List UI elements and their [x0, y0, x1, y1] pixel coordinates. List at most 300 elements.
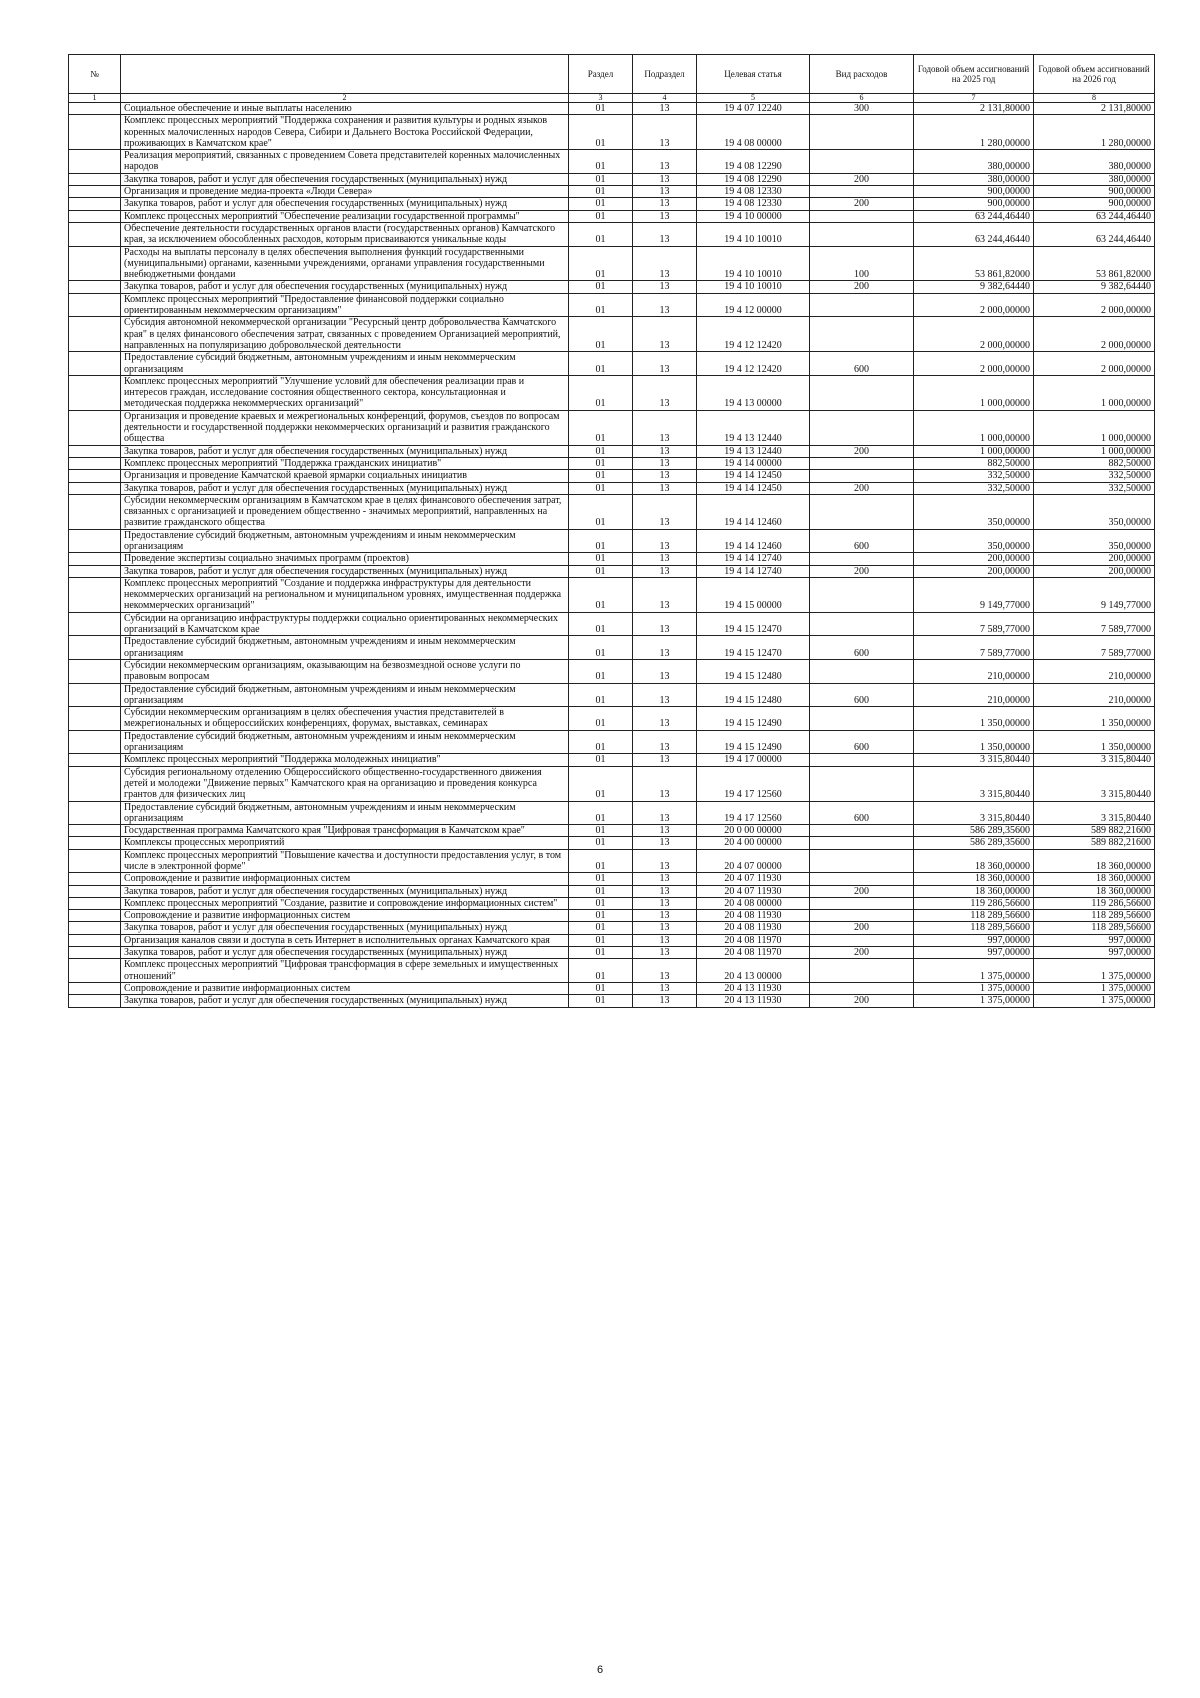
table-row: [69, 825, 1155, 837]
cell-amount-2026: 2 131,80000: [1034, 103, 1155, 115]
cell-target: 19 4 15 12490: [697, 730, 810, 754]
cell-target: 19 4 08 12330: [697, 186, 810, 198]
cell-section: 01: [569, 947, 633, 959]
cell-section: 01: [569, 636, 633, 660]
cell-name: Закупка товаров, работ и услуг для обеспечения государственных (муниципальных) нужд: [121, 198, 569, 210]
cell-expense-type: 200: [810, 173, 914, 185]
cell-name: Организация и проведение Камчатской краевой ярмарки социальных инициатив: [121, 470, 569, 482]
cell-target: 19 4 08 12290: [697, 173, 810, 185]
cell-name: Организация каналов связи и доступа в сеть Интернет в исполнительных органах Камчатского края: [121, 934, 569, 946]
table-row: [69, 636, 1155, 660]
cell-amount-2026: 2 000,00000: [1034, 293, 1155, 317]
cell-amount-2025: 3 315,80440: [914, 754, 1034, 766]
cell-name: Закупка товаров, работ и услуг для обеспечения государственных (муниципальных) нужд: [121, 482, 569, 494]
cell-no: [69, 150, 121, 174]
cell-name: Комплекс процессных мероприятий "Поддержка сохранения и развития культуры и родных языков коренных малочисленных народов Севера, Сибири и Дальнего Востока Российской Федерации, проживающих в Камчатском крае": [121, 115, 569, 150]
cell-name: Сопровождение и развитие информационных систем: [121, 910, 569, 922]
cell-name: Предоставление субсидий бюджетным, автономным учреждениям и иным некоммерческим организациям: [121, 636, 569, 660]
cell-target: 19 4 14 12740: [697, 565, 810, 577]
table-row: [69, 375, 1155, 410]
cell-amount-2026: 1 000,00000: [1034, 445, 1155, 457]
cell-section: 01: [569, 849, 633, 873]
cell-subsection: 13: [633, 482, 697, 494]
cell-target: 19 4 14 12460: [697, 494, 810, 529]
cell-amount-2026: 118 289,56600: [1034, 922, 1155, 934]
cell-no: [69, 849, 121, 873]
cell-amount-2026: 997,00000: [1034, 947, 1155, 959]
cell-subsection: 13: [633, 825, 697, 837]
column-number: 1: [69, 94, 121, 103]
cell-amount-2026: 200,00000: [1034, 565, 1155, 577]
cell-section: 01: [569, 683, 633, 707]
table-row: [69, 873, 1155, 885]
cell-name: Расходы на выплаты персоналу в целях обеспечения выполнения функций государственными (муниципальными) органами, казенными учреждениями, органами управления государственными внебюджетными фондами: [121, 246, 569, 281]
cell-name: Закупка товаров, работ и услуг для обеспечения государственных (муниципальных) нужд: [121, 885, 569, 897]
cell-amount-2025: 332,50000: [914, 470, 1034, 482]
table-row: [69, 707, 1155, 731]
cell-subsection: 13: [633, 766, 697, 801]
header-subsection: Подраздел: [633, 55, 697, 94]
cell-amount-2025: 18 360,00000: [914, 849, 1034, 873]
cell-amount-2026: 119 286,56600: [1034, 897, 1155, 909]
cell-target: 19 4 15 12480: [697, 659, 810, 683]
cell-target: 19 4 15 12470: [697, 612, 810, 636]
cell-target: 20 4 13 11930: [697, 982, 810, 994]
cell-expense-type: 600: [810, 636, 914, 660]
cell-amount-2026: 332,50000: [1034, 470, 1155, 482]
cell-amount-2025: 586 289,35600: [914, 837, 1034, 849]
cell-no: [69, 837, 121, 849]
cell-no: [69, 982, 121, 994]
cell-name: Субсидии на организацию инфраструктуры поддержки социально ориентированных некоммерческих организаций в Камчатском крае: [121, 612, 569, 636]
cell-subsection: 13: [633, 873, 697, 885]
cell-amount-2025: 1 375,00000: [914, 995, 1034, 1007]
cell-expense-type: [810, 754, 914, 766]
cell-subsection: 13: [633, 410, 697, 445]
table-row: [69, 173, 1155, 185]
cell-expense-type: [810, 457, 914, 469]
cell-section: 01: [569, 317, 633, 352]
cell-expense-type: 100: [810, 246, 914, 281]
cell-amount-2025: 210,00000: [914, 683, 1034, 707]
cell-section: 01: [569, 246, 633, 281]
cell-section: 01: [569, 730, 633, 754]
cell-amount-2025: 53 861,82000: [914, 246, 1034, 281]
cell-no: [69, 210, 121, 222]
cell-no: [69, 115, 121, 150]
cell-target: 19 4 12 12420: [697, 352, 810, 376]
cell-section: 01: [569, 995, 633, 1007]
cell-no: [69, 910, 121, 922]
table-row: [69, 186, 1155, 198]
cell-target: 19 4 08 00000: [697, 115, 810, 150]
cell-no: [69, 482, 121, 494]
cell-expense-type: [810, 553, 914, 565]
cell-amount-2025: 350,00000: [914, 529, 1034, 553]
cell-amount-2025: 18 360,00000: [914, 873, 1034, 885]
cell-section: 01: [569, 115, 633, 150]
cell-name: Комплекс процессных мероприятий "Предоставление финансовой поддержки социально ориентированным некоммерческим организациям": [121, 293, 569, 317]
cell-target: 19 4 13 12440: [697, 410, 810, 445]
cell-amount-2026: 589 882,21600: [1034, 837, 1155, 849]
cell-name: Предоставление субсидий бюджетным, автономным учреждениям и иным некоммерческим организациям: [121, 352, 569, 376]
cell-subsection: 13: [633, 683, 697, 707]
cell-expense-type: 600: [810, 730, 914, 754]
cell-amount-2026: 9 149,77000: [1034, 577, 1155, 612]
cell-section: 01: [569, 173, 633, 185]
table-row: [69, 683, 1155, 707]
cell-target: 20 4 13 00000: [697, 959, 810, 983]
header-2025: Годовой объем ассигнований на 2025 год: [914, 55, 1034, 94]
table-row: [69, 801, 1155, 825]
cell-expense-type: [810, 470, 914, 482]
cell-target: 19 4 17 12560: [697, 766, 810, 801]
table-row: [69, 659, 1155, 683]
cell-amount-2025: 7 589,77000: [914, 612, 1034, 636]
cell-no: [69, 198, 121, 210]
cell-target: 19 4 17 12560: [697, 801, 810, 825]
cell-amount-2025: 200,00000: [914, 553, 1034, 565]
table-row: [69, 470, 1155, 482]
cell-name: Организация и проведение краевых и межрегиональных конференций, форумов, съездов по вопросам деятельности и государственной поддержки некоммерческих организаций и развития гражданского общества: [121, 410, 569, 445]
column-number: 3: [569, 94, 633, 103]
cell-target: 19 4 13 12440: [697, 445, 810, 457]
cell-amount-2026: 200,00000: [1034, 553, 1155, 565]
cell-subsection: 13: [633, 494, 697, 529]
cell-name: Сопровождение и развитие информационных систем: [121, 873, 569, 885]
cell-name: Комплекс процессных мероприятий "Цифровая трансформация в сфере земельных и имущественных отношений": [121, 959, 569, 983]
cell-name: Предоставление субсидий бюджетным, автономным учреждениям и иным некоммерческим организациям: [121, 730, 569, 754]
cell-amount-2026: 18 360,00000: [1034, 873, 1155, 885]
cell-subsection: 13: [633, 959, 697, 983]
cell-name: Закупка товаров, работ и услуг для обеспечения государственных (муниципальных) нужд: [121, 173, 569, 185]
cell-amount-2025: 1 000,00000: [914, 445, 1034, 457]
cell-amount-2026: 210,00000: [1034, 659, 1155, 683]
cell-amount-2025: 18 360,00000: [914, 885, 1034, 897]
header-2026: Годовой объем ассигнований на 2026 год: [1034, 55, 1155, 94]
page-number: 6: [596, 1664, 604, 1676]
cell-expense-type: [810, 612, 914, 636]
cell-no: [69, 186, 121, 198]
cell-target: 19 4 17 00000: [697, 754, 810, 766]
cell-amount-2025: 350,00000: [914, 494, 1034, 529]
cell-name: Субсидии некоммерческим организациям в целях обеспечения участия представителей в межрегиональных и общероссийских конференциях, форумах, выставках, семинарах: [121, 707, 569, 731]
table-row: [69, 410, 1155, 445]
cell-amount-2025: 7 589,77000: [914, 636, 1034, 660]
cell-section: 01: [569, 352, 633, 376]
column-number: 4: [633, 94, 697, 103]
cell-section: 01: [569, 494, 633, 529]
cell-amount-2025: 63 244,46440: [914, 222, 1034, 246]
cell-amount-2026: 1 280,00000: [1034, 115, 1155, 150]
cell-expense-type: 200: [810, 995, 914, 1007]
cell-expense-type: 200: [810, 445, 914, 457]
cell-target: 19 4 10 10010: [697, 281, 810, 293]
cell-name: Организация и проведение медиа-проекта «Люди Севера»: [121, 186, 569, 198]
cell-target: 19 4 08 12290: [697, 150, 810, 174]
cell-section: 01: [569, 482, 633, 494]
table-row: [69, 934, 1155, 946]
cell-target: 19 4 14 12740: [697, 553, 810, 565]
cell-amount-2026: 1 350,00000: [1034, 707, 1155, 731]
cell-no: [69, 553, 121, 565]
table-row: [69, 150, 1155, 174]
cell-name: Закупка товаров, работ и услуг для обеспечения государственных (муниципальных) нужд: [121, 995, 569, 1007]
cell-section: 01: [569, 612, 633, 636]
cell-expense-type: [810, 115, 914, 150]
cell-amount-2026: 118 289,56600: [1034, 910, 1155, 922]
cell-subsection: 13: [633, 659, 697, 683]
cell-name: Предоставление субсидий бюджетным, автономным учреждениям и иным некоммерческим организациям: [121, 529, 569, 553]
cell-no: [69, 801, 121, 825]
cell-expense-type: [810, 707, 914, 731]
cell-expense-type: [810, 837, 914, 849]
table-row: [69, 849, 1155, 873]
cell-no: [69, 222, 121, 246]
cell-no: [69, 636, 121, 660]
cell-name: Закупка товаров, работ и услуг для обеспечения государственных (муниципальных) нужд: [121, 947, 569, 959]
cell-expense-type: [810, 959, 914, 983]
cell-name: Закупка товаров, работ и услуг для обеспечения государственных (муниципальных) нужд: [121, 922, 569, 934]
cell-no: [69, 565, 121, 577]
cell-amount-2025: 1 375,00000: [914, 959, 1034, 983]
cell-section: 01: [569, 825, 633, 837]
cell-name: Комплекс процессных мероприятий "Улучшение условий для обеспечения реализации прав и интересов граждан, исследование состояния общественного сектора, консультационная и методическая поддержка некоммерческих организаций": [121, 375, 569, 410]
cell-amount-2026: 18 360,00000: [1034, 849, 1155, 873]
table-row: [69, 910, 1155, 922]
header-name: [121, 55, 569, 94]
cell-section: 01: [569, 293, 633, 317]
cell-amount-2026: 3 315,80440: [1034, 766, 1155, 801]
cell-section: 01: [569, 659, 633, 683]
budget-table: [68, 54, 1155, 1008]
cell-no: [69, 766, 121, 801]
table-row: [69, 565, 1155, 577]
cell-subsection: 13: [633, 565, 697, 577]
cell-subsection: 13: [633, 246, 697, 281]
cell-subsection: 13: [633, 529, 697, 553]
cell-target: 20 4 07 11930: [697, 873, 810, 885]
cell-no: [69, 934, 121, 946]
cell-subsection: 13: [633, 730, 697, 754]
table-row: [69, 553, 1155, 565]
cell-name: Комплекс процессных мероприятий "Повышение качества и доступности предоставления услуг, в том числе в электронной форме": [121, 849, 569, 873]
table-row: [69, 482, 1155, 494]
column-number: 2: [121, 94, 569, 103]
cell-subsection: 13: [633, 103, 697, 115]
cell-section: 01: [569, 910, 633, 922]
cell-name: Комплекс процессных мероприятий "Обеспечение реализации государственной программы": [121, 210, 569, 222]
cell-subsection: 13: [633, 885, 697, 897]
cell-amount-2026: 997,00000: [1034, 934, 1155, 946]
cell-expense-type: [810, 375, 914, 410]
table-row: [69, 457, 1155, 469]
cell-expense-type: [810, 825, 914, 837]
header-section: Раздел: [569, 55, 633, 94]
table-row: [69, 494, 1155, 529]
cell-no: [69, 457, 121, 469]
cell-expense-type: [810, 849, 914, 873]
cell-subsection: 13: [633, 198, 697, 210]
cell-no: [69, 293, 121, 317]
cell-no: [69, 494, 121, 529]
cell-target: 20 4 08 11970: [697, 947, 810, 959]
cell-amount-2026: 589 882,21600: [1034, 825, 1155, 837]
cell-name: Закупка товаров, работ и услуг для обеспечения государственных (муниципальных) нужд: [121, 565, 569, 577]
table-body: [69, 103, 1155, 1008]
table-row: [69, 754, 1155, 766]
cell-amount-2026: 9 382,64440: [1034, 281, 1155, 293]
cell-section: 01: [569, 222, 633, 246]
cell-target: 19 4 08 12330: [697, 198, 810, 210]
cell-amount-2025: 3 315,80440: [914, 766, 1034, 801]
table-row: [69, 246, 1155, 281]
cell-section: 01: [569, 103, 633, 115]
cell-amount-2025: 9 382,64440: [914, 281, 1034, 293]
cell-subsection: 13: [633, 375, 697, 410]
table-row: [69, 577, 1155, 612]
cell-section: 01: [569, 801, 633, 825]
cell-target: 20 4 07 00000: [697, 849, 810, 873]
cell-target: 20 4 00 00000: [697, 837, 810, 849]
cell-amount-2025: 997,00000: [914, 934, 1034, 946]
cell-amount-2026: 3 315,80440: [1034, 754, 1155, 766]
cell-section: 01: [569, 885, 633, 897]
cell-subsection: 13: [633, 293, 697, 317]
cell-target: 19 4 12 12420: [697, 317, 810, 352]
cell-subsection: 13: [633, 995, 697, 1007]
cell-no: [69, 529, 121, 553]
cell-amount-2026: 18 360,00000: [1034, 885, 1155, 897]
cell-expense-type: [810, 150, 914, 174]
cell-amount-2026: 1 375,00000: [1034, 982, 1155, 994]
cell-subsection: 13: [633, 801, 697, 825]
cell-amount-2025: 2 000,00000: [914, 317, 1034, 352]
cell-amount-2025: 210,00000: [914, 659, 1034, 683]
cell-amount-2026: 1 350,00000: [1034, 730, 1155, 754]
cell-no: [69, 470, 121, 482]
cell-expense-type: 200: [810, 198, 914, 210]
cell-target: 19 4 15 12480: [697, 683, 810, 707]
cell-subsection: 13: [633, 553, 697, 565]
cell-expense-type: 600: [810, 683, 914, 707]
cell-amount-2025: 1 280,00000: [914, 115, 1034, 150]
cell-amount-2025: 900,00000: [914, 198, 1034, 210]
cell-no: [69, 754, 121, 766]
cell-section: 01: [569, 186, 633, 198]
cell-amount-2026: 210,00000: [1034, 683, 1155, 707]
cell-amount-2025: 380,00000: [914, 150, 1034, 174]
cell-expense-type: 200: [810, 482, 914, 494]
cell-name: Закупка товаров, работ и услуг для обеспечения государственных (муниципальных) нужд: [121, 445, 569, 457]
cell-expense-type: [810, 934, 914, 946]
cell-amount-2025: 2 000,00000: [914, 352, 1034, 376]
cell-no: [69, 873, 121, 885]
cell-expense-type: 200: [810, 281, 914, 293]
cell-amount-2026: 1 375,00000: [1034, 995, 1155, 1007]
cell-no: [69, 683, 121, 707]
cell-target: 19 4 10 10010: [697, 246, 810, 281]
cell-expense-type: 300: [810, 103, 914, 115]
cell-subsection: 13: [633, 222, 697, 246]
cell-no: [69, 410, 121, 445]
cell-expense-type: [810, 982, 914, 994]
cell-name: Социальное обеспечение и иные выплаты населению: [121, 103, 569, 115]
cell-name: Комплексы процессных мероприятий: [121, 837, 569, 849]
cell-amount-2026: 1 000,00000: [1034, 410, 1155, 445]
cell-target: 19 4 12 00000: [697, 293, 810, 317]
column-number: 7: [914, 94, 1034, 103]
cell-section: 01: [569, 837, 633, 849]
table-row: [69, 352, 1155, 376]
cell-amount-2025: 9 149,77000: [914, 577, 1034, 612]
cell-name: Проведение экспертизы социально значимых программ (проектов): [121, 553, 569, 565]
cell-no: [69, 730, 121, 754]
cell-amount-2026: 900,00000: [1034, 186, 1155, 198]
column-number: 6: [810, 94, 914, 103]
column-number: 8: [1034, 94, 1155, 103]
cell-subsection: 13: [633, 470, 697, 482]
table-row: [69, 529, 1155, 553]
cell-amount-2025: 1 350,00000: [914, 730, 1034, 754]
cell-no: [69, 317, 121, 352]
table-row: [69, 198, 1155, 210]
cell-section: 01: [569, 410, 633, 445]
cell-amount-2025: 900,00000: [914, 186, 1034, 198]
cell-target: 19 4 13 00000: [697, 375, 810, 410]
cell-amount-2025: 63 244,46440: [914, 210, 1034, 222]
cell-expense-type: 200: [810, 885, 914, 897]
table-row: [69, 995, 1155, 1007]
cell-amount-2026: 882,50000: [1034, 457, 1155, 469]
cell-name: Сопровождение и развитие информационных систем: [121, 982, 569, 994]
cell-target: 19 4 10 00000: [697, 210, 810, 222]
column-number: 5: [697, 94, 810, 103]
cell-no: [69, 281, 121, 293]
cell-amount-2026: 332,50000: [1034, 482, 1155, 494]
cell-section: 01: [569, 707, 633, 731]
cell-target: 19 4 10 10010: [697, 222, 810, 246]
cell-amount-2026: 380,00000: [1034, 150, 1155, 174]
table-row: [69, 885, 1155, 897]
table-row: [69, 947, 1155, 959]
cell-no: [69, 825, 121, 837]
cell-subsection: 13: [633, 445, 697, 457]
cell-no: [69, 885, 121, 897]
cell-subsection: 13: [633, 612, 697, 636]
cell-amount-2025: 119 286,56600: [914, 897, 1034, 909]
cell-section: 01: [569, 445, 633, 457]
cell-subsection: 13: [633, 281, 697, 293]
cell-section: 01: [569, 565, 633, 577]
cell-expense-type: [810, 897, 914, 909]
cell-no: [69, 173, 121, 185]
cell-subsection: 13: [633, 707, 697, 731]
cell-amount-2026: 53 861,82000: [1034, 246, 1155, 281]
cell-target: 20 0 00 00000: [697, 825, 810, 837]
cell-amount-2026: 1 000,00000: [1034, 375, 1155, 410]
table-row: [69, 959, 1155, 983]
cell-section: 01: [569, 934, 633, 946]
table-row: [69, 210, 1155, 222]
cell-subsection: 13: [633, 947, 697, 959]
cell-target: 19 4 14 12460: [697, 529, 810, 553]
cell-name: Субсидия автономной некоммерческой организации "Ресурсный центр добровольчества Камчатского края" в целях финансового обеспечения затрат, связанных с проведением Организацией мероприятий, направленных на популяризацию добровольческой деятельности: [121, 317, 569, 352]
cell-expense-type: [810, 873, 914, 885]
cell-amount-2026: 63 244,46440: [1034, 222, 1155, 246]
cell-no: [69, 352, 121, 376]
cell-amount-2026: 900,00000: [1034, 198, 1155, 210]
